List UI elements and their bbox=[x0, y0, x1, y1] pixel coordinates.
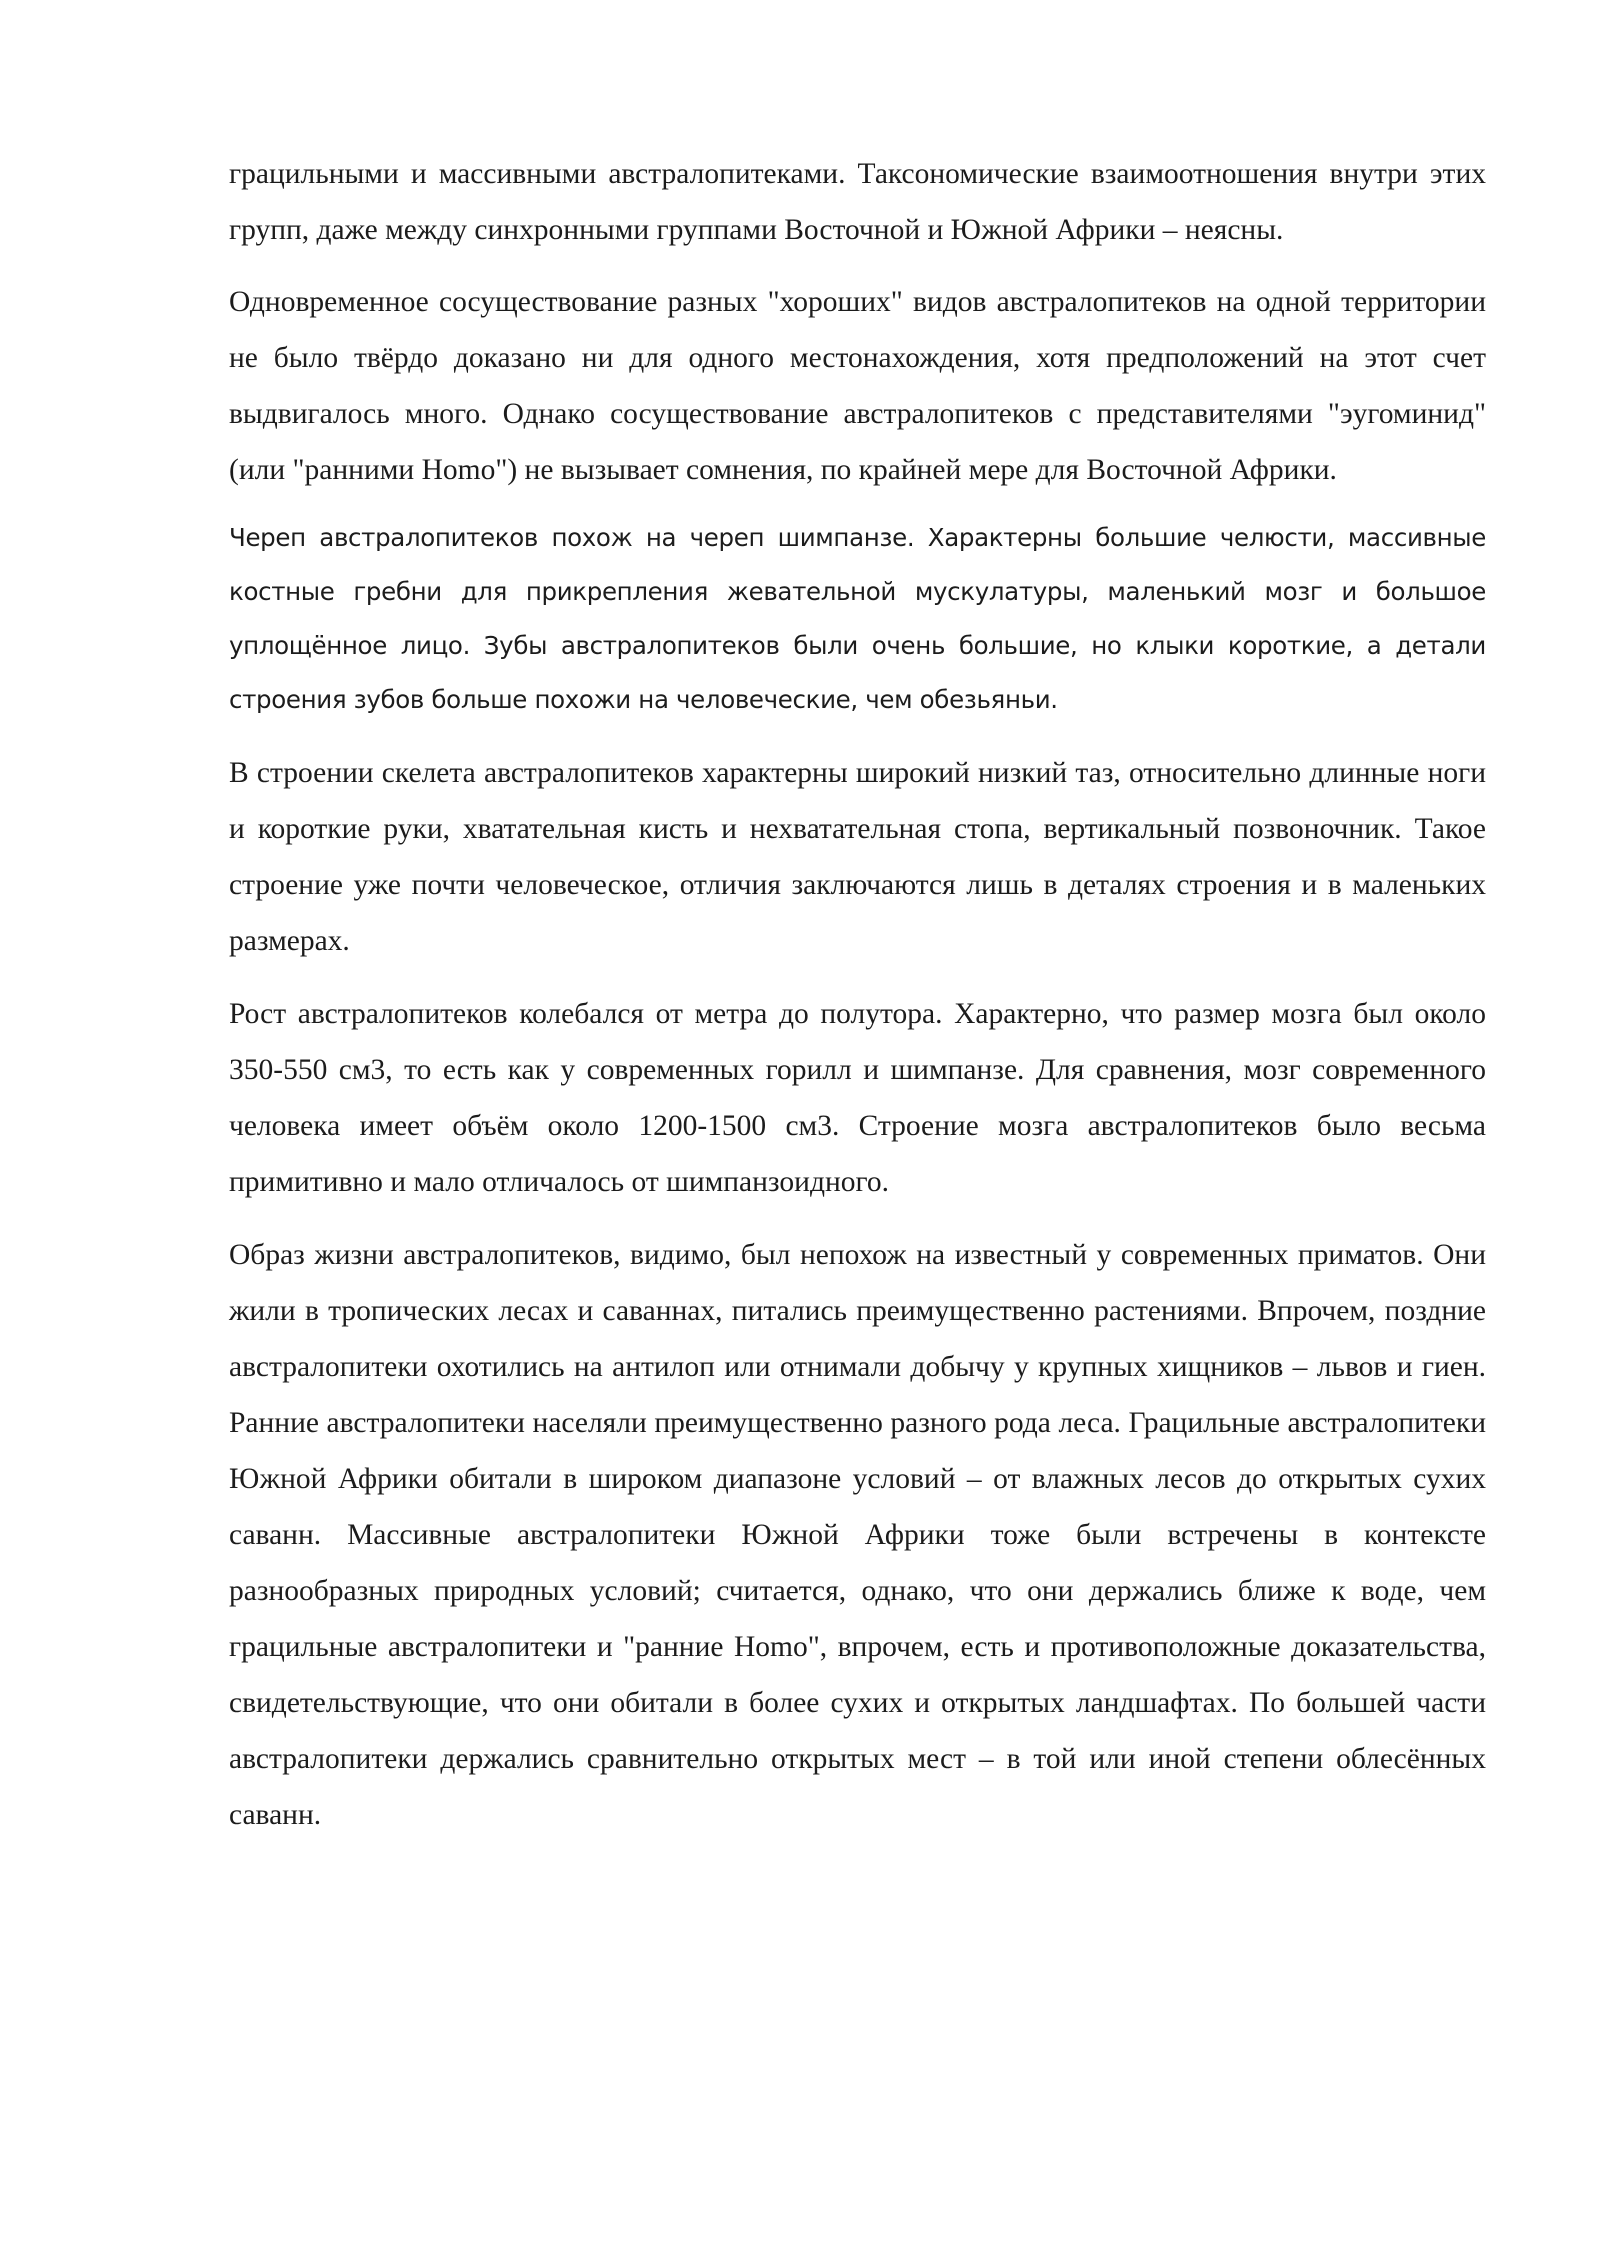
paragraph-5: Рост австралопитеков колебался от метра до полутора. Характерно, что размер мозга был около 350-550 см3, то есть как у современных горилл и шимпанзе. Для сравнения, мозг современного человека имеет объём около 1200-1500 см3. Строение мозга австралопитеков было весьма примитивно и мало отличалось от шимпанзоидного. bbox=[229, 998, 1486, 1198]
paragraph-4: В строении скелета австралопитеков характерны широкий низкий таз, относительно длинные ноги и короткие руки, хватательная кисть и нехватательная стопа, вертикальный позвоночник. Такое строение уже почти человеческое, отличия заключаются лишь в деталях строения и в маленьких размерах. bbox=[229, 757, 1486, 957]
paragraph-2: Одновременное сосуществование разных "хороших" видов австралопитеков на одной территории не было твёрдо доказано ни для одного местонахождения, хотя предположений на этот счет выдвигалось много. Однако сосуществование австралопитеков с представителями "эугоминид" (или "ранними Homo") не вызывает сомнения, по крайней мере для Восточной Африки. bbox=[229, 286, 1486, 486]
paragraph-6: Образ жизни австралопитеков, видимо, был непохож на известный у современных приматов. Они жили в тропических лесах и саваннах, питались преимущественно растениями. Впрочем, поздние австралопитеки охотились на антилоп или отнимали добычу у крупных хищников – львов и гиен. Ранние австралопитеки населяли преимущественно разного рода леса. Грацильные австралопитеки Южной Африки обитали в широком диапазоне условий – от влажных лесов до открытых сухих саванн. Массивные австралопитеки Южной Африки тоже были встречены в контексте разнообразных природных условий; считается, однако, что они держались ближе к воде, чем грацильные австралопитеки и "ранние Homo", впрочем, есть и противоположные доказательства, свидетельствующие, что они обитали в более сухих и открытых ландшафтах. По большей части австралопитеки держались сравнительно открытых мест – в той или иной степени облесённых саванн. bbox=[229, 1239, 1486, 1831]
paragraph-1: грацильными и массивными австралопитеками. Таксономические взаимоотношения внутри этих групп, даже между синхронными группами Восточной и Южной Африки – неясны. bbox=[229, 158, 1486, 246]
document-body bbox=[229, 146, 1486, 1843]
paragraph-3: Череп австралопитеков похож на череп шимпанзе. Характерны большие челюсти, массивные костные гребни для прикрепления жевательной мускулатуры, маленький мозг и большое уплощённое лицо. Зубы австралопитеков были очень большие, но клыки короткие, а детали строения зубов больше похожи на человеческие, чем обезьяньи. bbox=[229, 523, 1486, 714]
